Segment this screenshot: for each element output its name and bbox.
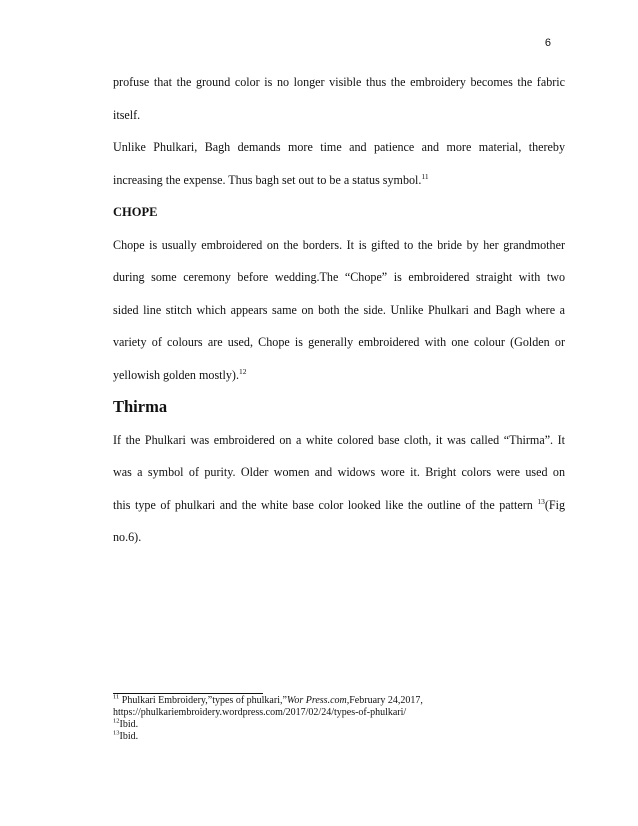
thirma-line: was a symbol of purity. Older women and widows wore it. Bright colors were used on [113,465,565,479]
footnote-text: Phulkari Embroidery,”types of phulkari,” [121,695,287,706]
paragraph-text: increasing the expense. Thus bagh set out to be a status symbol. [113,172,422,187]
chope-line [113,359,565,392]
section-heading-thirma: Thirma [113,397,168,416]
footnote-source: Wor Press.com, [286,695,350,706]
footnote-number: 11 [113,693,120,701]
footnote-12 [113,719,573,731]
footnote-number: 12 [113,717,120,725]
section-heading-chope: CHOPE [113,205,158,219]
paragraph-line: itself. [113,107,141,122]
footnote-ref-12: 12 [238,366,247,376]
chope-line: sided line stitch which appears same on both the side. Unlike Phulkari and Bagh where a [113,302,565,317]
footnote-13 [113,731,573,743]
chope-line: variety of colours are used, Chope is generally embroidered with one colour (Golden or [113,335,565,349]
page-number: 6 [544,37,551,49]
document-body [113,66,565,554]
footnote-number: 13 [113,729,120,737]
thirma-text: (Fig [544,497,565,512]
footnotes [113,695,573,743]
thirma-line: If the Phulkari was embroidered on a white colored base cloth, it was called “Thirma”. It [113,432,565,447]
footnote-text: Ibid. [119,719,139,730]
paragraph-line: profuse that the ground color is no longer visible thus the embroidery becomes the fabric [113,75,565,89]
chope-line: during some ceremony before wedding.The “Chope” is embroidered straight with two [113,270,565,284]
paragraph-line: Unlike Phulkari, Bagh demands more time and patience and more material, thereby [113,140,565,154]
thirma-text: this type of phulkari and the white base color looked like the outline of the pattern [113,497,533,512]
chope-text: yellowish golden mostly). [113,367,239,382]
footnote-date: February 24,2017, [349,695,423,706]
footnote-ref-11: 11 [421,171,429,181]
paragraph-line [113,164,565,197]
footnote-separator [113,693,263,694]
chope-line: Chope is usually embroidered on the borders. It is gifted to the bride by her grandmother [113,237,565,252]
footnote-ref-13: 13 [537,496,545,506]
footnote-url: https://phulkariembroidery.wordpress.com/2017/02/24/types-of-phulkari/ [113,707,407,718]
footnote-11 [113,695,573,707]
thirma-line [113,489,565,522]
thirma-line: no.6). [113,530,142,544]
footnote-text: Ibid. [119,731,139,742]
